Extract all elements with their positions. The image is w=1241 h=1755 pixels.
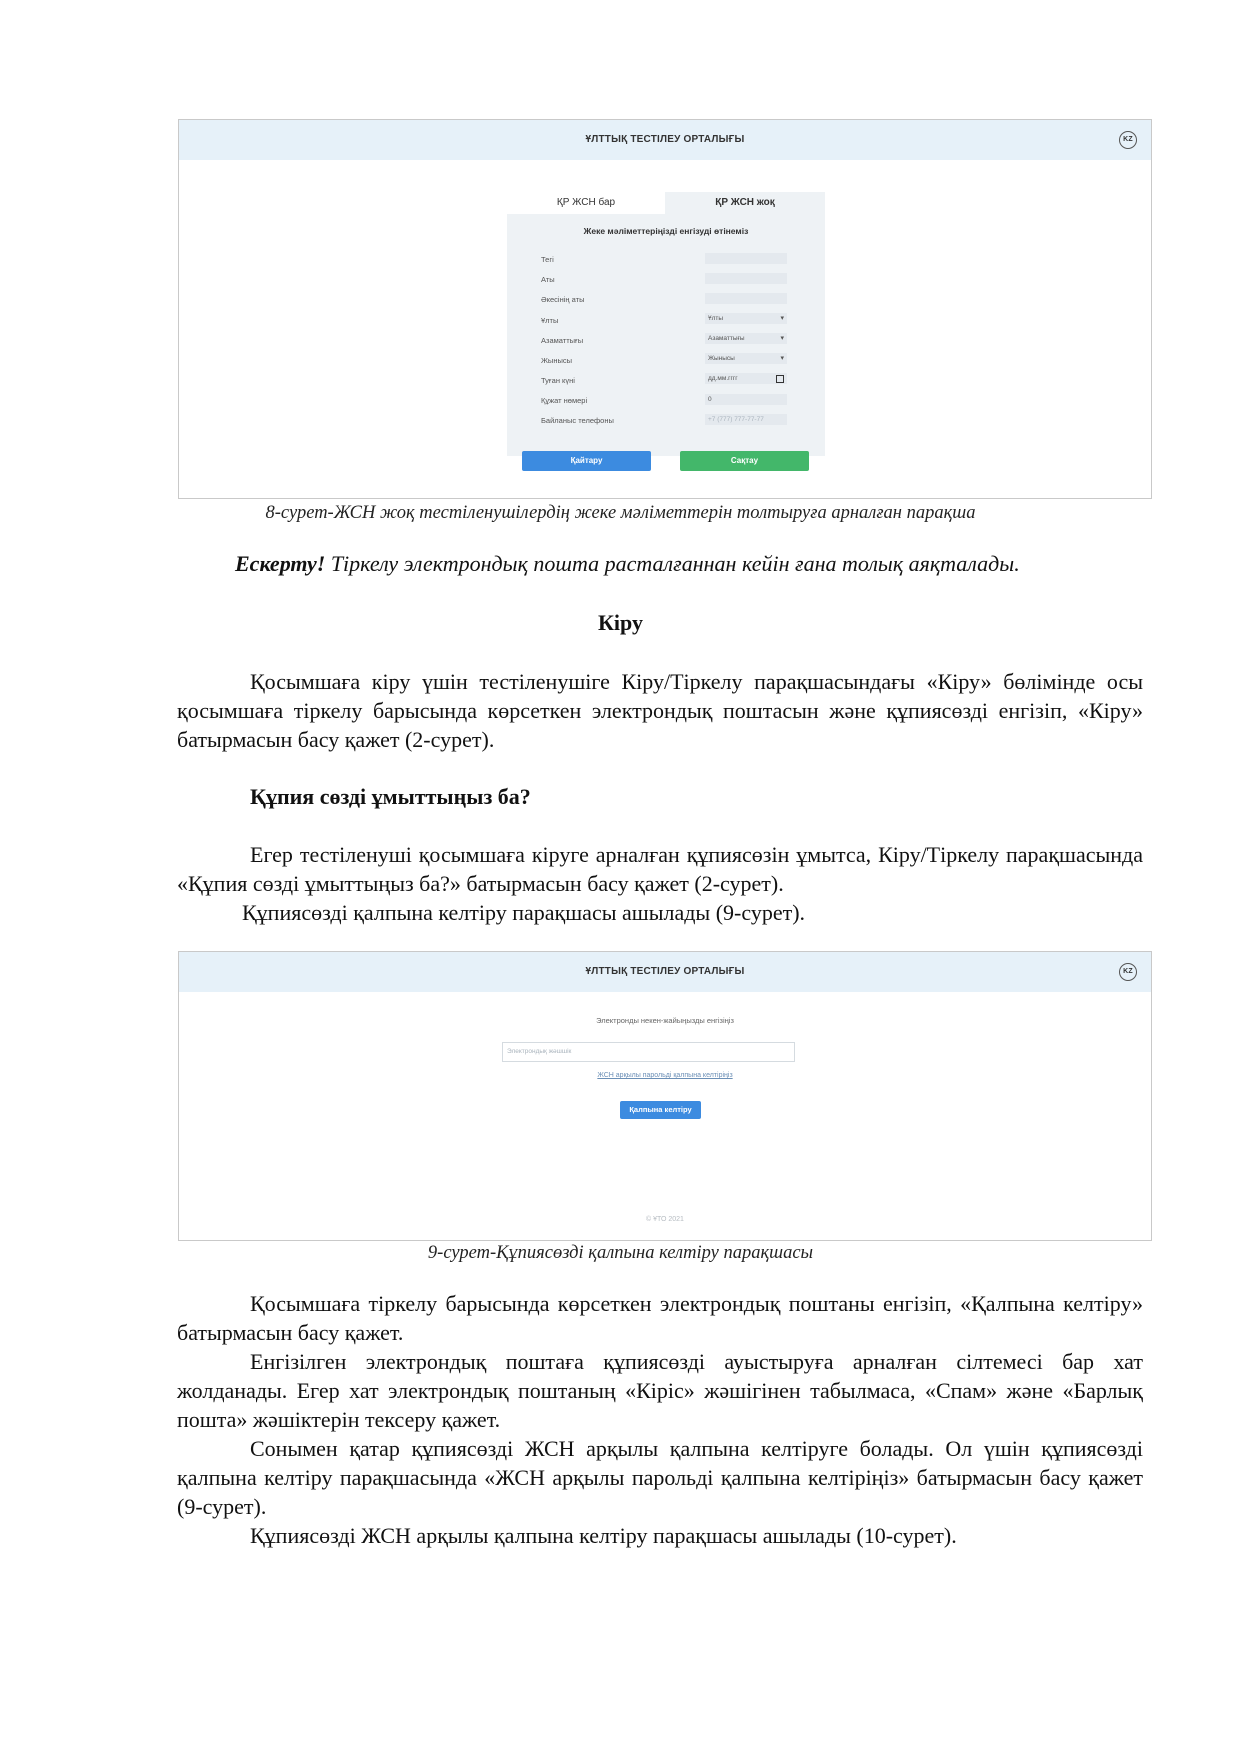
note <box>235 551 1020 577</box>
birthdate-input[interactable] <box>705 373 787 384</box>
copyright-footer: © ҰТО 2021 <box>646 1216 684 1223</box>
document-number-label: Құжат нөмері <box>541 396 588 405</box>
personal-data-form <box>507 214 825 456</box>
language-badge[interactable]: KZ <box>1119 963 1137 981</box>
figure9-screenshot <box>178 951 1152 1241</box>
heading-login: Кіру <box>597 610 643 635</box>
phone-input[interactable]: +7 (777) 777-77-77 <box>705 414 787 425</box>
figure8-header <box>179 120 1151 160</box>
name-input[interactable] <box>705 273 787 284</box>
tab-no-iin[interactable]: ҚР ЖСН жоқ <box>665 192 825 214</box>
surname-label: Тегі <box>541 255 554 264</box>
reset-via-iin-link[interactable]: ЖСН арқылы парольді қалпына келтіріңіз <box>597 1072 733 1079</box>
paragraph-c: Сонымен қатар құпиясөзді ЖСН арқылы қалпына келтіруге болады. Ол үшін құпиясөзді қалпына келтіру парақшасында «ЖСН арқылы парольді қалпына келтіріңіз» батырмасын басу қажет (9-сурет). <box>177 1436 1143 1519</box>
note-label: Ескерту! <box>235 551 326 576</box>
document-number-input[interactable]: 0 <box>705 394 787 405</box>
iin-tabs <box>507 192 825 214</box>
chevron-down-icon: ▾ <box>780 315 784 322</box>
birthdate-value: дд.мм.гггг <box>708 375 738 382</box>
paragraph-login: Қосымшаға кіру үшін тестіленушіге Кіру/Тіркелу парақшасындағы «Кіру» бөлімінде осы қосымшаға тіркелу барысында көрсеткен электрондық поштасын және құпиясөзді енгізіп, «Кіру» батырмасын басу қажет (2-сурет). <box>177 669 1143 752</box>
citizenship-select[interactable] <box>705 333 787 344</box>
patronymic-label: Әкесінің аты <box>541 295 585 304</box>
nationality-select[interactable] <box>705 313 787 324</box>
heading-forgot-password: Құпия сөзді ұмыттыңыз ба? <box>250 784 531 809</box>
surname-input[interactable] <box>705 253 787 264</box>
email-hint: Электронды некен-жайыңызды енгізіңіз <box>596 1016 734 1025</box>
reset-button[interactable]: Қалпына келтіру <box>620 1101 701 1119</box>
nationality-label: Ұлты <box>541 316 559 325</box>
language-badge[interactable]: KZ <box>1119 131 1137 149</box>
gender-value: Жынысы <box>708 355 735 362</box>
paragraph-d: Құпиясөзді ЖСН арқылы қалпына келтіру парақшасы ашылады (10-сурет). <box>250 1523 957 1548</box>
phone-label: Байланыс телефоны <box>541 416 614 425</box>
chevron-down-icon: ▾ <box>780 335 784 342</box>
citizenship-label: Азаматтығы <box>541 336 584 345</box>
paragraph-forgot-2: Құпиясөзді қалпына келтіру парақшасы ашылады (9-сурет). <box>242 900 806 925</box>
paragraph-b: Енгізілген электрондық поштаға құпиясөзді ауыстыруға арналған сілтемесі бар хат жолданады. Егер хат электрондық поштаның «Кіріс» жәшігінен табылмаса, «Спам» және «Барлық пошта» жәшіктерін тексеру қажет. <box>177 1349 1143 1432</box>
tab-has-iin[interactable]: ҚР ЖСН бар <box>507 192 665 214</box>
nationality-value: Ұлты <box>708 315 724 322</box>
gender-select[interactable] <box>705 353 787 364</box>
save-button[interactable]: Сақтау <box>680 451 809 471</box>
back-button[interactable]: Қайтару <box>522 451 651 471</box>
figure8-screenshot <box>178 119 1152 499</box>
form-title: Жеке мәліметтеріңізді енгізуді өтінеміз <box>583 226 749 236</box>
calendar-icon[interactable] <box>776 375 784 383</box>
email-input[interactable]: Электрондық жәшшік <box>502 1042 795 1062</box>
figure8-caption: 8-сурет-ЖСН жоқ тестіленушілердің жеке мәліметтерін толтыруға арналған парақша <box>265 503 976 523</box>
paragraph-forgot-1: Егер тестіленуші қосымшаға кіруге арналған құпиясөзін ұмытса, Кіру/Тіркелу парақшасында «Құпия сөзді ұмыттыңыз ба?» батырмасын басу қажет (2-сурет). <box>177 842 1143 896</box>
birthdate-label: Туған күні <box>541 376 575 385</box>
figure9-caption: 9-сурет-Құпиясөзді қалпына келтіру парақшасы <box>427 1243 814 1263</box>
citizenship-value: Азаматтығы <box>708 335 745 342</box>
patronymic-input[interactable] <box>705 293 787 304</box>
gender-label: Жынысы <box>541 356 572 365</box>
name-label: Аты <box>541 275 555 284</box>
paragraph-a: Қосымшаға тіркелу барысында көрсеткен электрондық поштаны енгізіп, «Қалпына келтіру» батырмасын басу қажет. <box>177 1291 1143 1345</box>
chevron-down-icon: ▾ <box>780 355 784 362</box>
header-title: ҰЛТТЫҚ ТЕСТІЛЕУ ОРТАЛЫҒЫ <box>585 134 745 145</box>
note-text: Тіркелу электрондық пошта расталғаннан кейін ғана толық аяқталады. <box>325 551 1020 576</box>
header-title: ҰЛТТЫҚ ТЕСТІЛЕУ ОРТАЛЫҒЫ <box>585 966 745 977</box>
figure9-header <box>179 952 1151 992</box>
